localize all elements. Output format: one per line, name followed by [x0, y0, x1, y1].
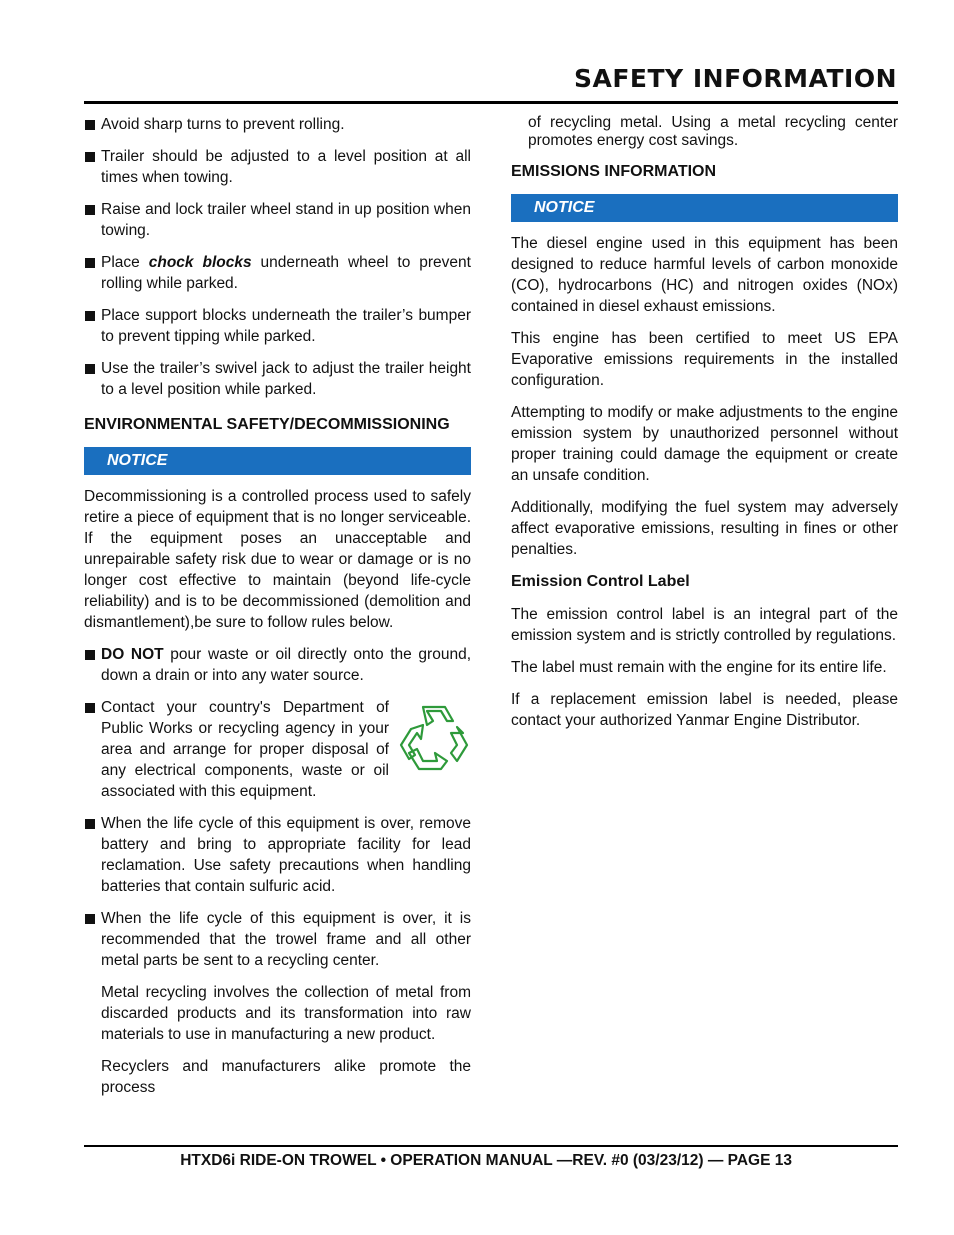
- emission-label-heading: Emission Control Label: [511, 573, 690, 590]
- do-not-text: pour waste or oil directly onto the ground, down a drain or into any water source.: [101, 646, 471, 684]
- right-column: [511, 114, 898, 742]
- bullet-trailer-level: Trailer should be adjusted to a level position at all times when towing.: [84, 146, 471, 188]
- recycle-icon: [397, 699, 471, 773]
- label-paragraph-1: The emission control label is an integral part of the emission system and is strictly controlled by regulations.: [511, 606, 898, 644]
- page-footer: HTXD6i RIDE-ON TROWEL • OPERATION MANUAL —REV. #0 (03/23/12) — PAGE 13: [180, 1152, 792, 1169]
- header-rule: [84, 101, 898, 104]
- disposal-bullet-list: [84, 644, 471, 971]
- bullet-recycling-center: When the life cycle of this equipment is over, it is recommended that the trowel frame and all other metal parts be sent to a recycling center.: [84, 908, 471, 971]
- bullet-do-not: [84, 644, 471, 686]
- recycle-row: [101, 697, 471, 802]
- trailer-bullet-list: [84, 114, 471, 400]
- emissions-paragraph-2: This engine has been certified to meet US EPA Evaporative emissions requirements in the installed configuration.: [511, 330, 898, 389]
- bullet-battery: When the life cycle of this equipment is over, remove battery and bring to appropriate facility for lead reclamation. Use safety precautions when handling batteries that contain sulfuric acid.: [84, 813, 471, 897]
- emissions-paragraph-1: The diesel engine used in this equipment has been designed to reduce harmful levels of carbon monoxide (CO), hydrocarbons (HC) and nitrogen oxides (NOx) contained in diesel exhaust emissions.: [511, 235, 898, 315]
- bullet-avoid-turns: Avoid sharp turns to prevent rolling.: [84, 114, 471, 135]
- env-safety-heading: ENVIRONMENTAL SAFETY/DECOMMISSIONING: [84, 416, 450, 433]
- contact-agency-text: Contact your country's Department of Public Works or recycling agency in your area and arrange for proper disposal of any electrical components, waste or oil associated with this equipment.: [101, 699, 389, 800]
- recycling-continued-paragraph: of recycling metal. Using a metal recycling center promotes energy cost savings.: [528, 114, 898, 149]
- bullet-wheel-stand: Raise and lock trailer wheel stand in up position when towing.: [84, 199, 471, 241]
- emissions-paragraph-3: Attempting to modify or make adjustments to the engine emission system by unauthorized personnel without proper training could damage the equipment or create an unsafe condition.: [511, 404, 898, 484]
- metal-recycling-paragraph: Metal recycling involves the collection of metal from discarded products and its transformation into raw materials to use in manufacturing a new product.: [101, 984, 471, 1043]
- label-paragraph-3: If a replacement emission label is needed, please contact your authorized Yanmar Engine Distributor.: [511, 691, 898, 729]
- decommission-paragraph: Decommissioning is a controlled process used to safely retire a piece of equipment that is no longer serviceable. If the equipment poses an unacceptable and unrepairable safety risk due to wear or damage or is no longer cost effective to maintain (beyond life-cycle reliability) and is to be decommissioned (demolition and dismantlement),be sure to follow rules below.: [84, 488, 471, 631]
- bullet-support-blocks: Place support blocks underneath the trailer’s bumper to prevent tipping while parked.: [84, 305, 471, 347]
- recyclers-paragraph: Recyclers and manufacturers alike promote the process: [101, 1058, 471, 1096]
- notice-bar-left: NOTICE: [84, 447, 471, 475]
- chock-emphasis: chock blocks: [148, 254, 252, 271]
- chock-pre: Place: [101, 254, 149, 271]
- emissions-heading: EMISSIONS INFORMATION: [511, 163, 717, 180]
- do-not-emphasis: DO NOT: [101, 646, 164, 663]
- page-title: SAFETY INFORMATION: [574, 64, 897, 93]
- footer-rule: [84, 1145, 898, 1147]
- notice-bar-right: NOTICE: [511, 194, 898, 222]
- label-paragraph-2: The label must remain with the engine for its entire life.: [511, 659, 887, 676]
- bullet-swivel-jack: Use the trailer’s swivel jack to adjust the trailer height to a level position while parked.: [84, 358, 471, 400]
- bullet-chock-blocks: [84, 252, 471, 294]
- chock-post: underneath wheel to prevent rolling while parked.: [101, 254, 471, 292]
- left-column: [84, 114, 471, 1109]
- emissions-paragraph-4: Additionally, modifying the fuel system may adversely affect evaporative emissions, resulting in fines or other penalties.: [511, 499, 898, 558]
- bullet-contact-agency: [84, 697, 471, 802]
